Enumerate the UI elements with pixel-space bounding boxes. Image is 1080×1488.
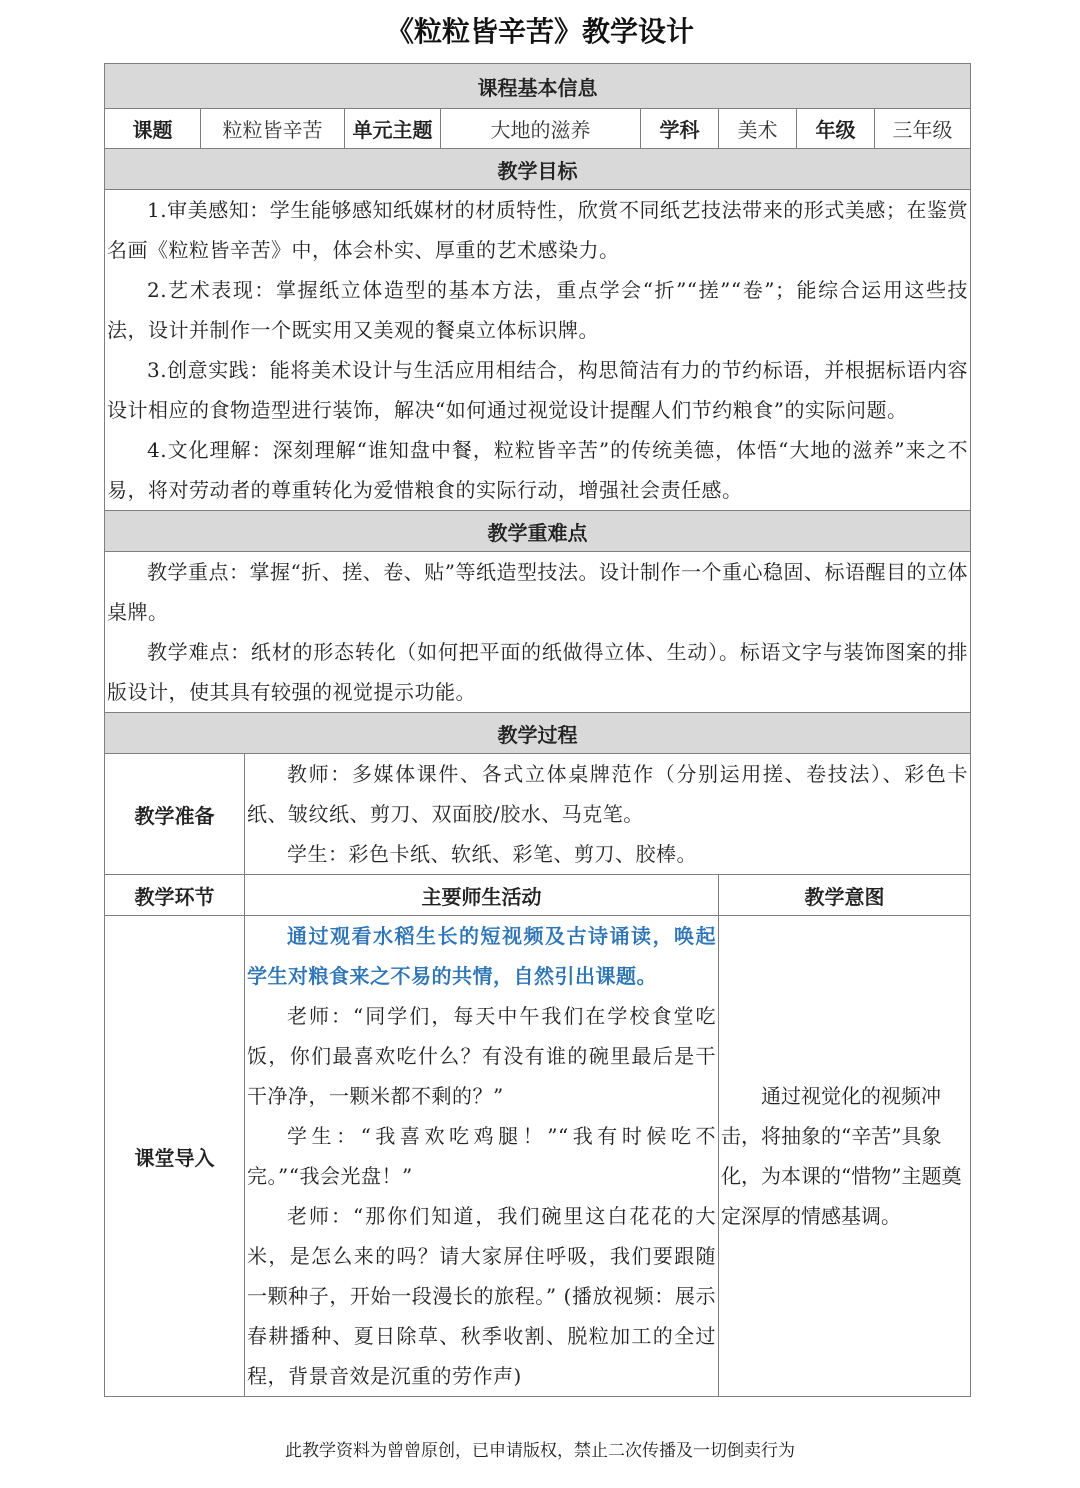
column-header-intent: 教学意图	[719, 875, 971, 916]
unit-value: 大地的滋养	[441, 109, 641, 149]
difficult-point-text: 教学难点：纸材的形态转化（如何把平面的纸做得立体、生动）。标语文字与装饰图案的排版设计，使其具有较强的视觉提示功能。	[107, 640, 969, 704]
objective-item: 3.创意实践：能将美术设计与生活应用相结合，构思简洁有力的节约标语，并根据标语内容设计相应的食物造型进行装饰，解决“如何通过视觉设计提醒人们节约粮食”的实际问题。	[107, 358, 969, 422]
section-header-objectives: 教学目标	[105, 149, 971, 190]
stage-name: 课堂导入	[105, 916, 245, 1397]
objective-item: 1.审美感知：学生能够感知纸媒材的材质特性，欣赏不同纸艺技法带来的形式美感；在鉴赏名画《粒粒皆辛苦》中，体会朴实、厚重的艺术感染力。	[107, 198, 969, 262]
page-title: 《粒粒皆辛苦》教学设计	[385, 15, 694, 48]
prep-content	[245, 754, 971, 875]
section-header-key-points: 教学重难点	[105, 511, 971, 552]
lesson-plan-table	[104, 63, 971, 1397]
grade-value: 三年级	[875, 109, 971, 149]
prep-student-text: 学生：彩色卡纸、软纸、彩笔、剪刀、胶棒。	[287, 842, 697, 866]
objectives-content	[105, 190, 971, 511]
grade-label: 年级	[797, 109, 875, 149]
activity-lead: 通过观看水稻生长的短视频及古诗诵读，唤起学生对粮食来之不易的共情，自然引出课题。	[247, 924, 716, 988]
key-point-text: 教学重点：掌握“折、搓、卷、贴”等纸造型技法。设计制作一个重心稳固、标语醒目的立体桌牌。	[107, 560, 969, 624]
prep-teacher-text: 教师：多媒体课件、各式立体桌牌范作（分别运用搓、卷技法）、彩色卡纸、皱纹纸、剪刀、双面胶/胶水、马克笔。	[247, 762, 969, 826]
activity-dialogue: 老师：“同学们，每天中午我们在学校食堂吃饭，你们最喜欢吃什么？有没有谁的碗里最后是干干净净，一颗米都不剩的？”	[247, 1004, 716, 1108]
activity-content	[245, 916, 719, 1397]
activity-dialogue: 老师：“那你们知道，我们碗里这白花花的大米，是怎么来的吗？请大家屏住呼吸，我们要跟随一颗种子，开始一段漫长的旅程。” (播放视频：展示春耕播种、夏日除草、秋季收割、脱粒加工的全过程，背景音效是沉重的劳作声)	[247, 1204, 716, 1388]
topic-label: 课题	[105, 109, 201, 149]
objective-item: 2.艺术表现：掌握纸立体造型的基本方法，重点学会“折”“搓”“卷”；能综合运用这些技法，设计并制作一个既实用又美观的餐桌立体标识牌。	[107, 278, 969, 342]
key-points-content	[105, 552, 971, 713]
copyright-footer: 此教学资料为曾曾原创，已申请版权，禁止二次传播及一切倒卖行为	[285, 1441, 795, 1461]
unit-label: 单元主题	[345, 109, 441, 149]
column-header-activity: 主要师生活动	[245, 875, 719, 916]
section-header-process: 教学过程	[105, 713, 971, 754]
activity-dialogue: 学生：“我喜欢吃鸡腿！”“我有时候吃不完。”“我会光盘！”	[247, 1124, 716, 1188]
topic-value: 粒粒皆辛苦	[201, 109, 345, 149]
column-header-stage: 教学环节	[105, 875, 245, 916]
objective-item: 4.文化理解：深刻理解“谁知盘中餐，粒粒皆辛苦”的传统美德，体悟“大地的滋养”来之不易，将对劳动者的尊重转化为爱惜粮食的实际行动，增强社会责任感。	[107, 438, 969, 502]
intent-content	[719, 916, 971, 1397]
subject-value: 美术	[719, 109, 797, 149]
intent-text: 通过视觉化的视频冲击，将抽象的“辛苦”具象化，为本课的“惜物”主题奠定深厚的情感基调。	[721, 1084, 962, 1228]
subject-label: 学科	[641, 109, 719, 149]
prep-label: 教学准备	[105, 754, 245, 875]
section-header-basic-info: 课程基本信息	[105, 64, 971, 109]
